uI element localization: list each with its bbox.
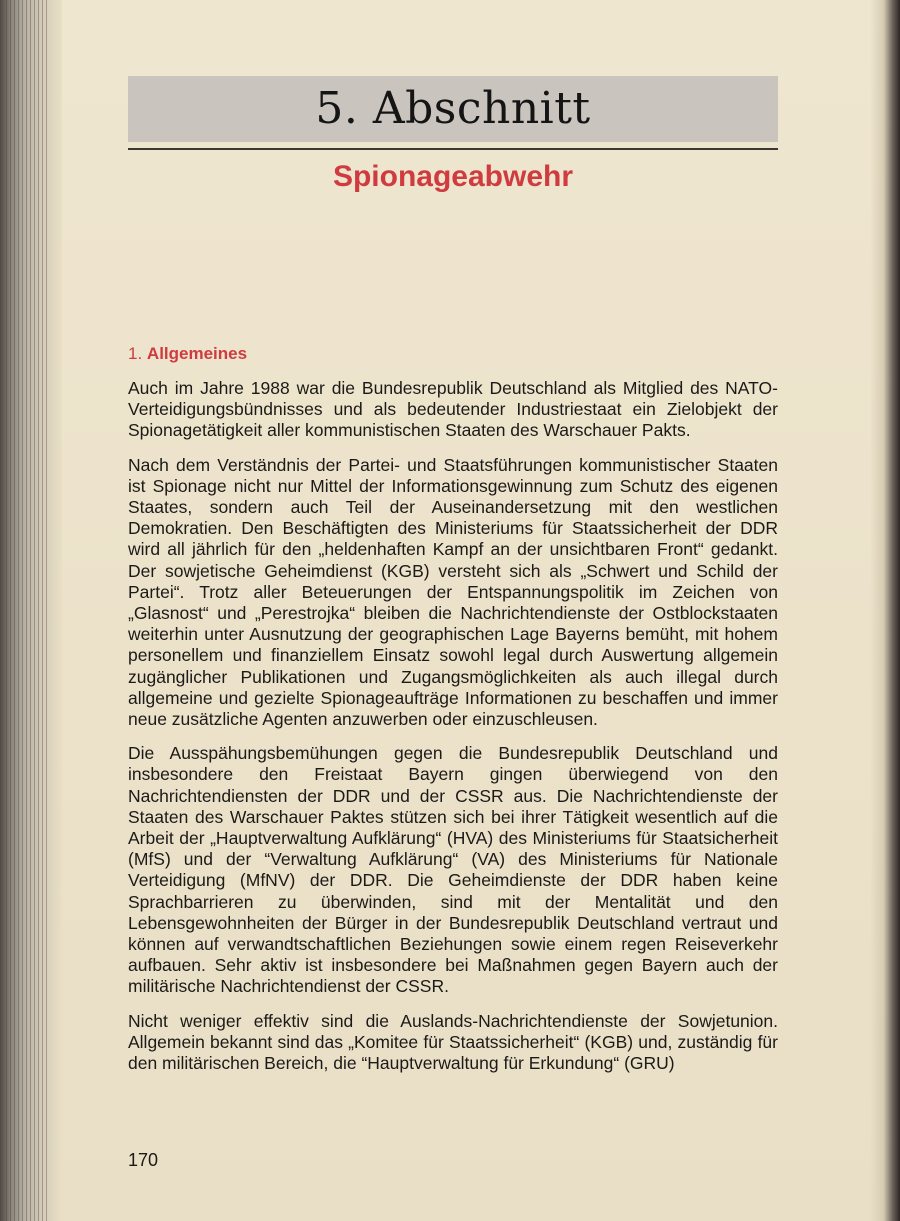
book-binding [0, 0, 62, 1221]
paragraph: Die Ausspähungsbemühungen gegen die Bundesrepublik Deutschland und insbesondere den Freistaat Bayern gingen überwiegend von den Nachrichtendiensten der DDR und der CSSR aus. Die Nachrichtendienste der Staaten des Warschauer Paktes stützen sich bei ihrer Tätigkeit wesentlich auf die Arbeit der „Hauptverwaltung Aufklärung“ (HVA) des Ministeriums für Staatsicherheit (MfS) und der “Verwaltung Aufklärung“ (VA) des Ministeriums für Nationale Verteidigung (MfNV) der DDR. Die Geheimdienste der DDR haben keine Sprachbarrieren zu überwinden, sind mit der Mentalität und den Lebensgewohnheiten der Bürger in der Bundesrepublik Deutschland vertraut und können auf verwandtschaftlichen Beziehungen sowie einem regen Reiseverkehr aufbauen. Sehr aktiv ist insbesondere bei Maßnahmen gegen Bayern auch der militärische Nachrichtendienst der CSSR. [128, 743, 778, 997]
title-rule [128, 148, 778, 150]
paragraph: Nicht weniger effektiv sind die Auslands-Nachrichtendienste der Sowjetunion. Allgemein bekannt sind das „Komitee für Staatssicherheit“ (KGB) und, zuständig für den militärischen Bereich, die “Hauptverwaltung für Erkundung“ (GRU) [128, 1010, 778, 1074]
page-right-shadow [870, 0, 900, 1221]
paragraph: Nach dem Verständnis der Partei- und Staatsführungen kommunistischer Staaten ist Spionage nicht nur Mittel der Informationsgewinnung zum Schutz des eigenen Staates, sondern auch Teil der Auseinandersetzung mit den westlichen Demokratien. Den Beschäftigten des Ministeriums für Staatssicherheit der DDR wird all jährlich für den „heldenhaften Kampf an der unsichtbaren Front“ gedankt. Der sowjetische Geheimdienst (KGB) versteht sich als „Schwert und Schild der Partei“. Trotz aller Beteuerungen der Entspannungspolitik im Zeichen von „Glasnost“ und „Perestrojka“ bleiben die Nachrichtendienste der Ostblockstaaten weiterhin unter Ausnutzung der geographischen Lage Bayerns bemüht, mit hohem personellem und finanziellem Einsatz sowohl legal durch Auswertung allgemein zugänglicher Publikationen und Zugangsmöglichkeiten als auch illegal durch allgemeine und gezielte Spionageaufträge Informationen zu beschaffen und immer neue zusätzliche Agenten anzuwerben oder einzuschleusen. [128, 454, 778, 730]
section-title: Spionageabwehr [332, 160, 574, 193]
paragraph: Auch im Jahre 1988 war die Bundesrepublik Deutschland als Mitglied des NATO-Verteidigungsbündnisses und als bedeutender Industriestaat ein Zielobjekt der Spionagetätigkeit aller kommunistischen Staaten des Warschauer Pakts. [128, 378, 778, 441]
page-stack-edges [6, 0, 50, 1221]
subsection-heading [128, 344, 247, 364]
subsection-number: 1. [128, 344, 143, 363]
body-text [128, 378, 778, 1087]
subsection-title: Allgemeines [146, 344, 248, 363]
chapter-title: 5. Abschnitt [315, 83, 591, 134]
page-number: 170 [128, 1150, 159, 1170]
